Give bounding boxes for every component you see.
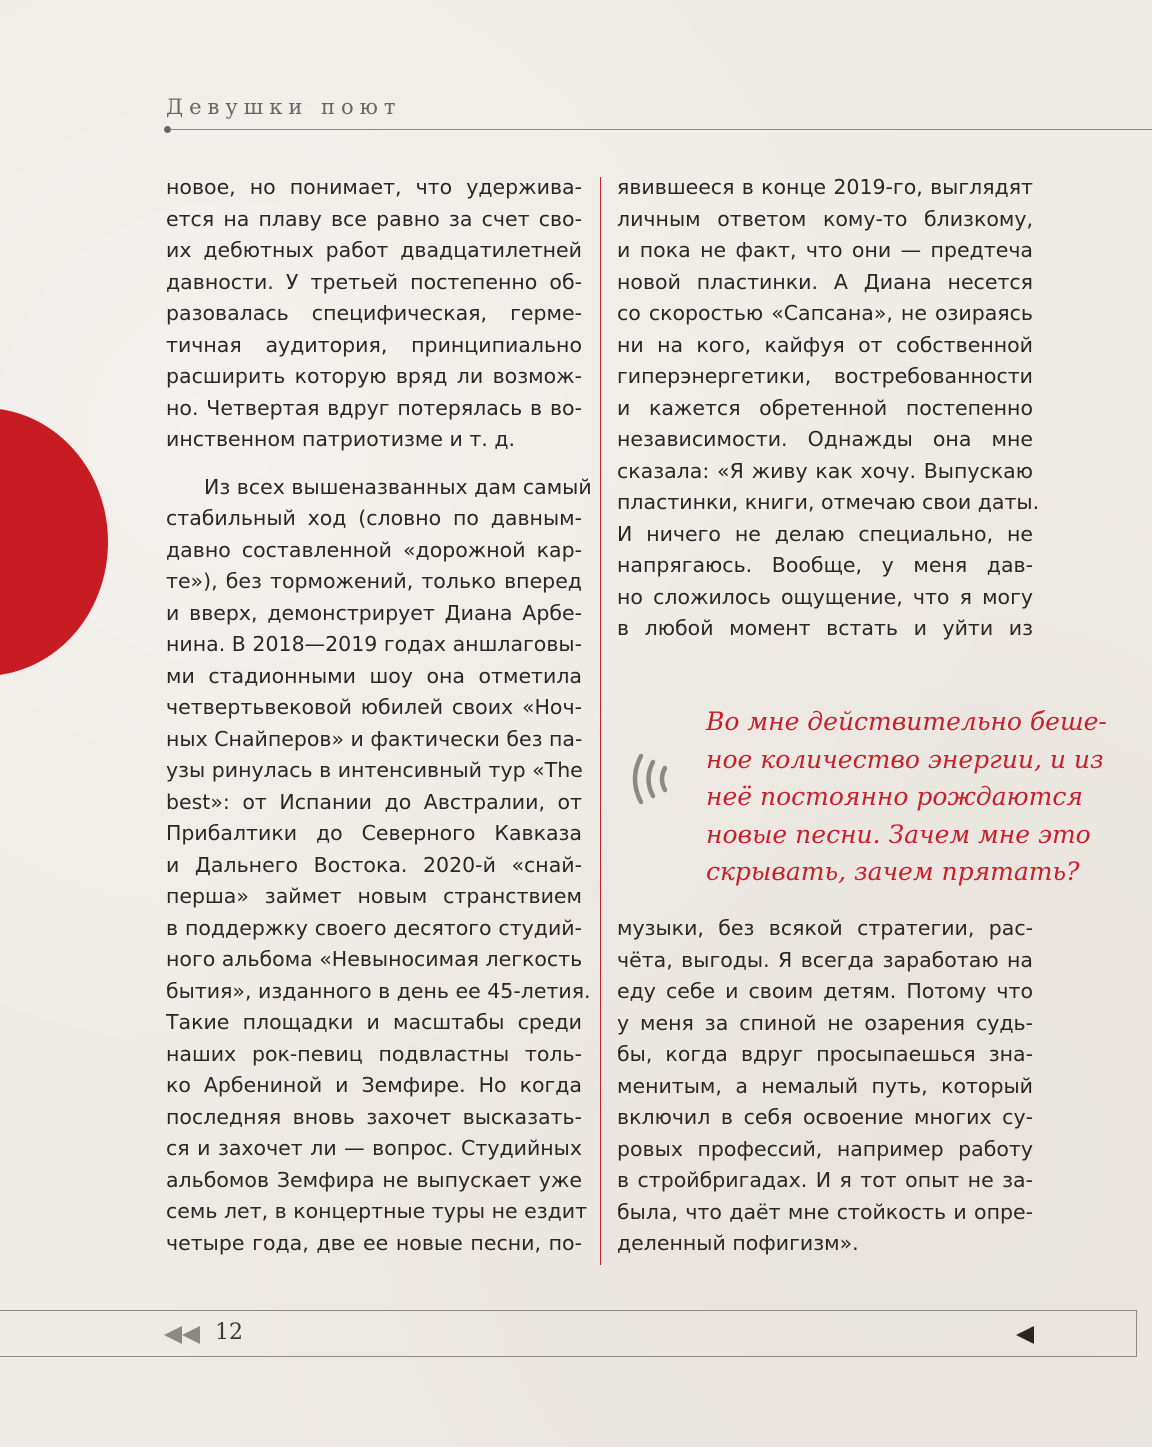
pull-quote [706,703,1107,891]
text-line: гиперэнергетики, востребованности [617,364,1033,388]
text-line: ми стадионными шоу она отметила [166,663,582,688]
sound-waves-icon [627,744,679,814]
text-line: ко Арбениной и Земфире. Но когда [166,1073,582,1097]
left-triangle-icon[interactable] [1016,1326,1034,1344]
text-line: наших рок-певиц подвластны толь- [166,1041,582,1066]
text-line: семь лет, в концертные туры не ездит [166,1199,588,1223]
quote-line: новые песни. Зачем мне это [706,819,1091,849]
text-line: перша» займет новым странствием [166,884,582,908]
text-line: в стройбригадах. И я тот опыт не за- [617,1168,1033,1192]
text-line: ных Снайперов» и фактически без па- [166,726,583,751]
text-line: ся и захочет ли — вопрос. Студийных [166,1136,582,1160]
quote-line: неё постоянно рождаются [706,782,1083,811]
footer-rule-top [0,1310,1136,1311]
text-line: ни на кого, кайфуя от собственной [617,332,1033,357]
footer-rule-end [1136,1310,1137,1357]
text-line: Из всех вышеназванных дам самый [204,474,592,499]
text-line: еду себе и своим детям. Потому что [617,979,1033,1003]
text-line: последняя вновь захочет высказать- [166,1104,582,1129]
text-line: И ничего не делаю специально, не [617,521,1033,546]
text-line: сказала: «Я живу как хочу. Выпускаю [617,458,1033,483]
text-line: напрягаюсь. Вообще, у меня дав- [617,553,1033,577]
text-line: независимости. Однажды она мне [617,427,1033,451]
text-line: но сложилось ощущение, что я могу [617,584,1033,609]
text-line: личным ответом кому-то близкому, [617,206,1033,231]
right-column-top [617,172,1040,645]
red-circle-decoration [0,408,108,676]
text-line: и пока не факт, что они — предтеча [617,238,1033,262]
text-line: музыки, без всякой стратегии, рас- [617,916,1033,940]
text-line: бытия», изданного в день ее 45-летия. [166,978,591,1003]
text-line: пластинки, книги, отмечаю свои даты. [617,490,1040,514]
text-line: ровых профессий, например работу [617,1136,1033,1161]
column-divider [600,177,601,1265]
text-line: четвертьвековой юбилей своих «Ноч- [166,695,582,719]
text-line: чёта, выгоды. Я всегда заработаю на [617,947,1033,972]
running-title: Девушки поют [166,95,402,119]
text-line: ного альбома «Невыносимая легкость [166,947,583,971]
text-line: Такие площадки и масштабы среди [166,1010,582,1034]
text-line: но. Четвертая вдруг потерялась в во- [166,395,582,420]
text-line: разовалась специфическая, герме- [166,301,582,325]
right-column-bottom [617,913,1033,1260]
text-line: у меня за спиной не озарения судь- [617,1010,1033,1035]
text-line: нина. В 2018—2019 годах аншлаговы- [166,632,582,656]
text-line: тичная аудитория, принципиально [166,332,582,357]
quote-line: ное количество энергии, и из [706,744,1104,774]
text-line: явившееся в конце 2019-го, выглядят [617,175,1033,199]
text-line: была, что даёт мне стойкость и опре- [617,1199,1033,1224]
double-left-arrow-icon[interactable] [164,1326,202,1344]
text-line: их дебютных работ двадцатилетней [166,238,582,262]
text-line: best»: от Испании до Австралии, от [166,789,582,814]
left-column [166,172,592,1259]
text-line: и вверх, демонстрирует Диана Арбе- [166,600,582,625]
text-line: Прибалтики до Северного Кавказа [166,821,582,845]
text-line: расширить которую вряд ли возмож- [166,364,582,388]
text-line: менитым, а немалый путь, который [617,1073,1033,1098]
footer-rule-bottom [0,1356,1136,1357]
quote-line: Во мне действительно беше- [706,707,1107,736]
text-line: со скоростью «Сапсана», не озираясь [617,301,1033,325]
text-line: узы ринулась в интенсивный тур «The [166,758,583,782]
text-line: давности. У третьей постепенно об- [166,269,582,294]
text-line: бы, когда вдруг просыпаешься зна- [617,1042,1033,1066]
text-line: новое, но понимает, что удержива- [166,175,582,199]
quote-line: скрывать, зачем прятать? [706,857,1080,886]
text-line: давно составленной «дорожной кар- [166,537,582,562]
text-line: четыре года, две ее новые песни, по- [166,1230,582,1255]
text-line: ется на плаву все равно за счет сво- [166,206,582,231]
page-number: 12 [215,1320,243,1345]
paragraph-gap [166,456,582,472]
text-line: альбомов Земфира не выпускает уже [166,1167,582,1192]
text-line: в любой момент встать и уйти из [617,616,1033,640]
text-line: инственном патриотизме и т. д. [166,427,516,451]
text-line: включил в себя освоение многих су- [617,1105,1033,1129]
text-line: стабильный ход (словно по давным- [166,506,582,530]
text-line: деленный пофигизм». [617,1231,859,1255]
header-rule [170,129,1152,130]
text-line: в поддержку своего десятого студий- [166,915,582,940]
text-line: те»), без торможений, только вперед [166,569,582,593]
text-line: и Дальнего Востока. 2020-й «снай- [166,852,582,877]
text-line: новой пластинки. А Диана несется [617,269,1033,294]
text-line: и кажется обретенной постепенно [617,395,1033,420]
